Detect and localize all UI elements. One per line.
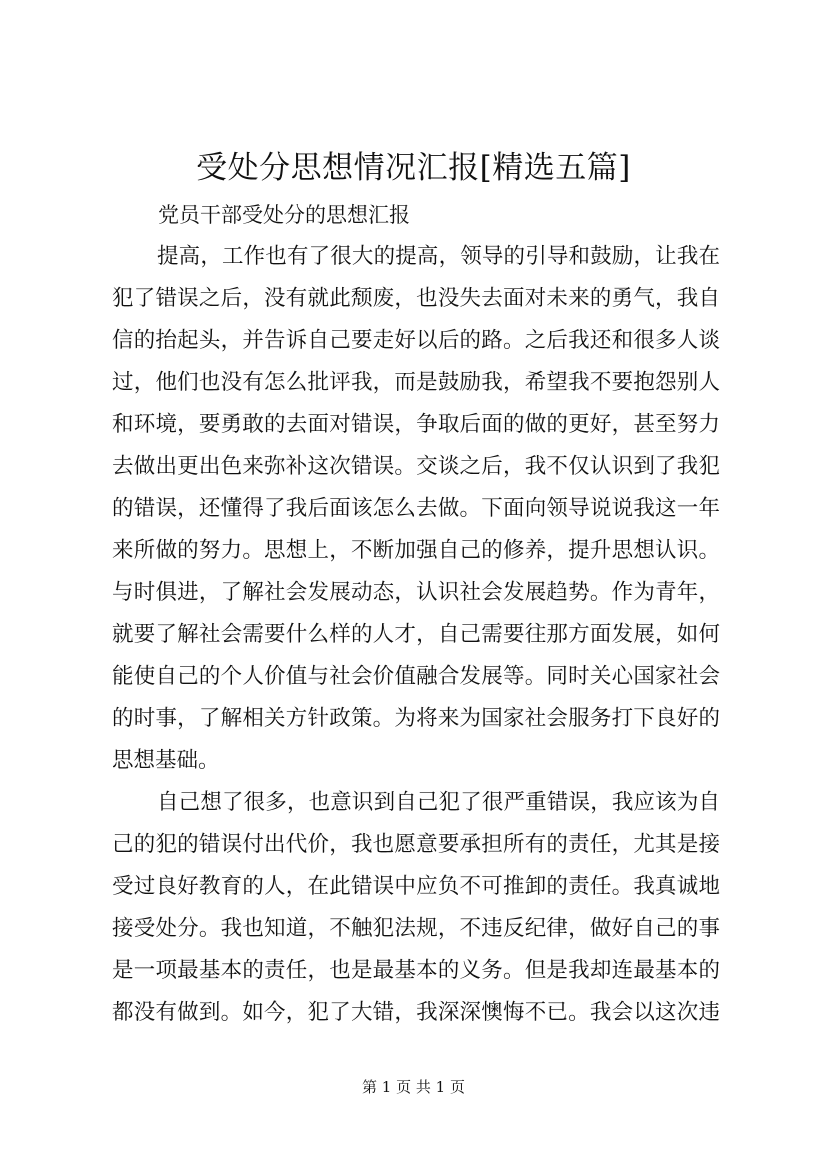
body-line: 接受处分。我也知道，不触犯法规，不违反纪律，做好自己的事: [112, 916, 720, 941]
body-line: 就要了解社会需要什么样的人才，自己需要往那方面发展，如何: [112, 622, 720, 647]
body-line: 提高，工作也有了很大的提高，领导的引导和鼓励，让我在: [157, 244, 720, 269]
body-line: 的错误，还懂得了我后面该怎么去做。下面向领导说说我这一年: [112, 496, 720, 521]
document-subtitle: 党员干部受处分的思想汇报: [158, 203, 410, 227]
body-line: 能使自己的个人价值与社会价值融合发展等。同时关心国家社会: [112, 664, 720, 689]
document-title: 受处分思想情况汇报[精选五篇]: [196, 150, 631, 186]
body-line: 与时俱进，了解社会发展动态，认识社会发展趋势。作为青年，: [112, 580, 720, 605]
body-line: 犯了错误之后，没有就此颓废，也没失去面对未来的勇气，我自: [112, 286, 720, 311]
body-line: 过，他们也没有怎么批评我，而是鼓励我，希望我不要抱怨别人: [112, 370, 720, 395]
body-line: 都没有做到。如今，犯了大错，我深深懊悔不已。我会以这次违: [112, 1000, 720, 1025]
body-line: 己的犯的错误付出代价，我也愿意要承担所有的责任，尤其是接: [112, 832, 720, 857]
body-line: 受过良好教育的人，在此错误中应负不可推卸的责任。我真诚地: [112, 874, 720, 899]
body-line: 去做出更出色来弥补这次错误。交谈之后，我不仅认识到了我犯: [112, 454, 720, 479]
body-line: 自己想了很多，也意识到自己犯了很严重错误，我应该为自: [157, 790, 720, 815]
body-line: 来所做的努力。思想上，不断加强自己的修养，提升思想认识。: [112, 538, 720, 563]
body-line: 是一项最基本的责任，也是最基本的义务。但是我却连最基本的: [112, 958, 720, 983]
body-line: 信的抬起头，并告诉自己要走好以后的路。之后我还和很多人谈: [112, 328, 720, 353]
body-line: 的时事，了解相关方针政策。为将来为国家社会服务打下良好的: [112, 706, 720, 731]
page-number-footer: 第 1 页 共 1 页: [362, 1078, 465, 1096]
body-line: 和环境，要勇敢的去面对错误，争取后面的做的更好，甚至努力: [112, 412, 720, 437]
body-line: 思想基础。: [112, 748, 220, 773]
